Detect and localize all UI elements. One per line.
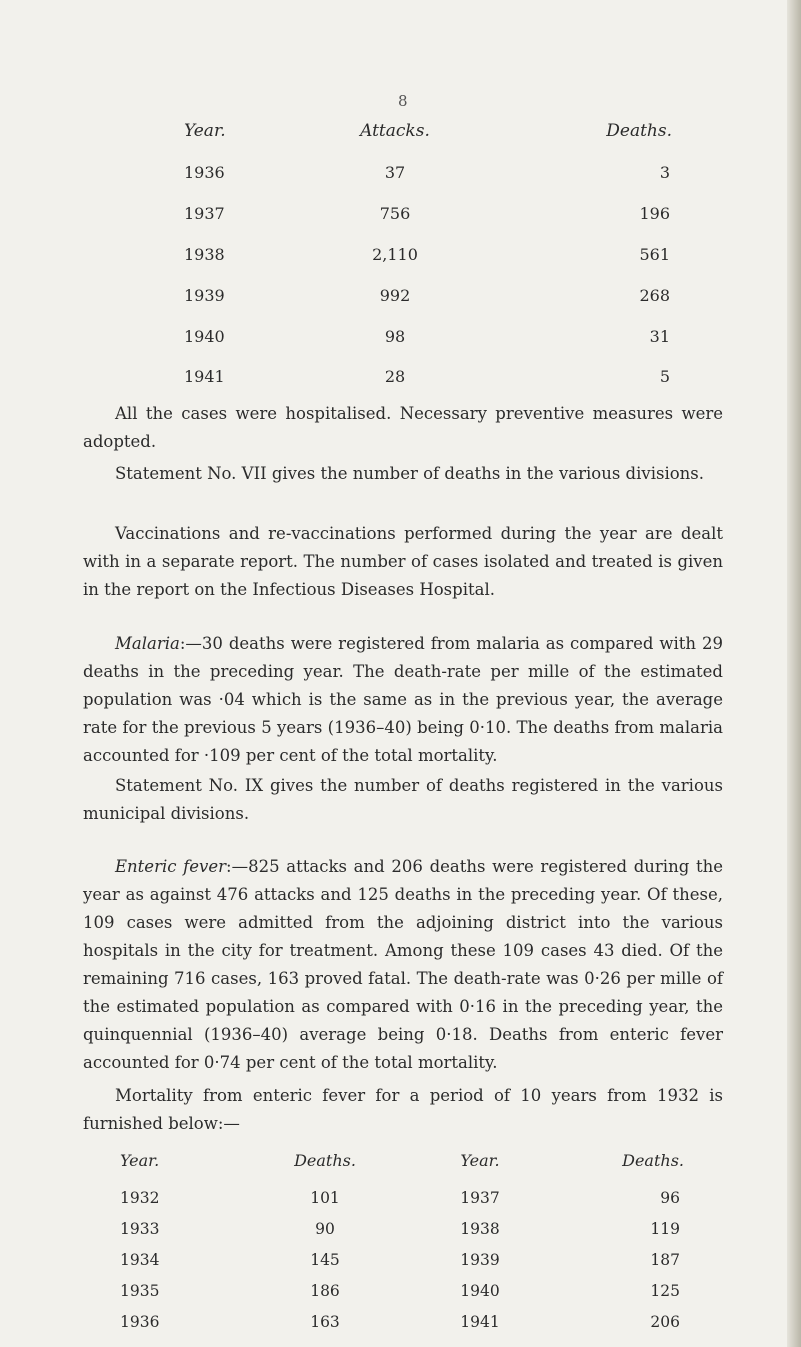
cell-attacks: 992 <box>379 286 411 305</box>
table-row <box>0 245 801 269</box>
cell-year: 1941 <box>460 1313 500 1331</box>
table-row <box>0 204 801 228</box>
cell-year: 1934 <box>120 1251 160 1269</box>
cell-year: 1939 <box>460 1251 500 1269</box>
malaria-text: :—30 deaths were registered from malaria as compared with 29 deaths in the preceding year. The death-rate per mille of the estimated population was ·04 which is the same as in the previous year, the average rate for the previous 5 years (1936–40) being 0·10. The deaths from malaria accounted for ·109 per cent of the total mortality. <box>83 634 723 765</box>
cell-attacks: 2,110 <box>372 245 418 264</box>
table-row <box>0 327 801 351</box>
cell-year: 1941 <box>184 367 225 386</box>
paragraph-hospitalised: All the cases were hospitalised. Necessary preventive measures were adopted. <box>83 404 723 451</box>
cell-deaths: 119 <box>650 1220 680 1238</box>
cell-deaths: 561 <box>639 245 670 264</box>
cell-deaths: 163 <box>310 1313 340 1331</box>
table-row <box>0 367 801 391</box>
header-year-1: Year. <box>120 1151 160 1170</box>
table-row <box>0 163 801 187</box>
cell-attacks: 37 <box>384 163 406 182</box>
header-deaths-2: Deaths. <box>622 1151 684 1170</box>
cell-deaths: 96 <box>660 1189 680 1207</box>
table-row <box>0 1251 801 1275</box>
cell-attacks: 28 <box>384 367 406 386</box>
cell-deaths: 268 <box>639 286 670 305</box>
header-year-2: Year. <box>460 1151 500 1170</box>
paragraph-enteric <box>83 853 723 1077</box>
cell-year: 1938 <box>460 1220 500 1238</box>
table-row <box>0 1313 801 1337</box>
cell-year: 1940 <box>184 327 225 346</box>
page-number: 8 <box>398 92 408 110</box>
paragraph-malaria <box>83 630 723 770</box>
paragraph-mortality-intro: Mortality from enteric fever for a period of 10 years from 1932 is furnished below:— <box>83 1086 723 1133</box>
page-edge-shadow <box>787 0 801 1347</box>
cell-deaths: 90 <box>315 1220 335 1238</box>
paragraph-statement-vii: Statement No. VII gives the number of deaths in the various divisions. <box>115 464 704 483</box>
cell-deaths: 5 <box>659 367 670 386</box>
table-row <box>0 1189 801 1213</box>
table-row <box>0 286 801 310</box>
cell-attacks: 98 <box>384 327 406 346</box>
cell-deaths: 145 <box>310 1251 340 1269</box>
cell-deaths: 206 <box>650 1313 680 1331</box>
table-row <box>0 1282 801 1306</box>
table-row <box>0 1220 801 1244</box>
paragraph-vaccinations: Vaccinations and re-vaccinations performed during the year are dealt with in a separate report. The number of cases isolated and treated is given in the report on the Infectious Diseases Hospital. <box>83 524 723 599</box>
cell-year: 1936 <box>184 163 225 182</box>
cell-year: 1932 <box>120 1189 160 1207</box>
cell-attacks: 756 <box>379 204 411 223</box>
cell-deaths: 3 <box>659 163 670 182</box>
malaria-heading: Malaria <box>115 634 180 653</box>
cell-year: 1937 <box>184 204 225 223</box>
cell-year: 1937 <box>460 1189 500 1207</box>
cell-year: 1939 <box>184 286 225 305</box>
enteric-text: :—825 attacks and 206 deaths were registered during the year as against 476 attacks and 125 deaths in the preceding year. Of these, 109 cases were admitted from the adjoining district into the various hospitals in the city for treatment. Among these 109 cases 43 died. Of the remaining 716 cases, 163 proved fatal. The death-rate was 0·26 per mille of the estimated population as compared with 0·16 in the preceding year, the quinquennial (1936–40) average being 0·18. Deaths from enteric fever accounted for 0·74 per cent of the total mortality. <box>83 857 723 1072</box>
header-deaths: Deaths. <box>606 121 672 141</box>
cell-year: 1936 <box>120 1313 160 1331</box>
header-attacks: Attacks. <box>360 121 430 141</box>
cell-deaths: 101 <box>310 1189 340 1207</box>
paragraph-statement-ix: Statement No. IX gives the number of deaths registered in the various municipal divisions. <box>83 776 723 823</box>
cell-year: 1935 <box>120 1282 160 1300</box>
cell-year: 1938 <box>184 245 225 264</box>
cell-deaths: 196 <box>639 204 670 223</box>
cell-year: 1940 <box>460 1282 500 1300</box>
header-deaths-1: Deaths. <box>294 1151 356 1170</box>
cell-deaths: 186 <box>310 1282 340 1300</box>
cell-deaths: 187 <box>650 1251 680 1269</box>
cell-deaths: 31 <box>649 327 670 346</box>
header-year: Year. <box>184 121 226 141</box>
enteric-heading: Enteric fever <box>115 857 227 876</box>
cell-year: 1933 <box>120 1220 160 1238</box>
cell-deaths: 125 <box>650 1282 680 1300</box>
